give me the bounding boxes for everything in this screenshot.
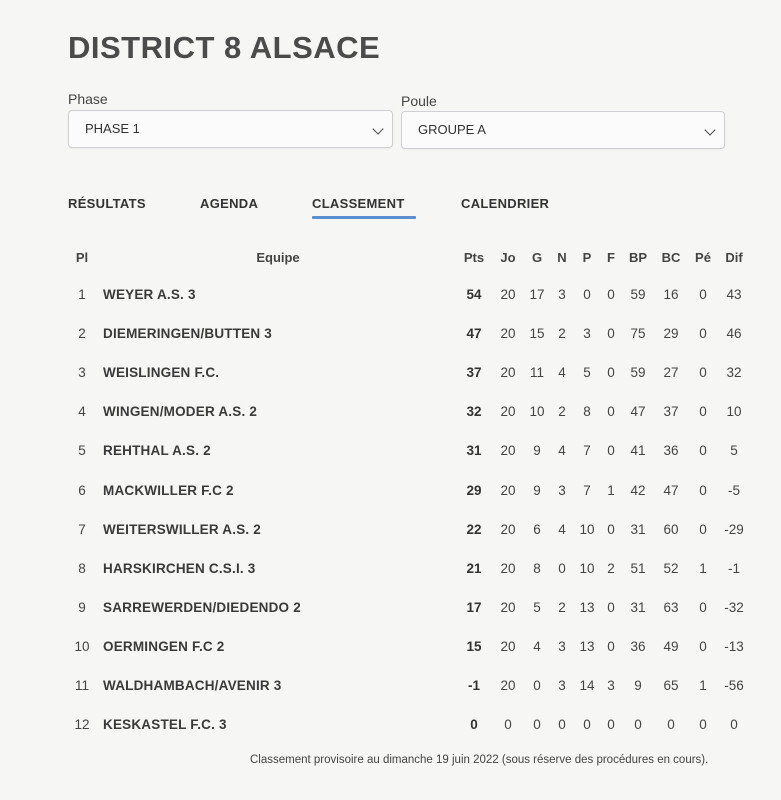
cell-p: 13	[579, 600, 595, 615]
cell-pts: 32	[466, 404, 482, 419]
cell-equipe: KESKASTEL F.C. 3	[103, 717, 227, 732]
cell-p: 3	[583, 326, 591, 341]
cell-dif: 5	[730, 443, 738, 458]
cell-g: 6	[533, 522, 541, 537]
cell-pe: 0	[699, 639, 707, 654]
cell-n: 3	[558, 678, 566, 693]
cell-dif: -5	[727, 483, 741, 498]
cell-bp: 47	[630, 404, 646, 419]
cell-g: 11	[529, 365, 545, 380]
cell-bc: 47	[663, 483, 679, 498]
cell-jo: 0	[504, 717, 512, 732]
cell-n: 3	[558, 639, 566, 654]
header-dif: Dif	[725, 250, 743, 265]
cell-equipe: SARREWERDEN/DIEDENDO 2	[103, 600, 301, 615]
tab-active-indicator	[312, 216, 416, 219]
cell-bp: 41	[630, 443, 646, 458]
cell-pts: 47	[466, 326, 482, 341]
cell-g: 9	[533, 443, 541, 458]
cell-pts: 37	[466, 365, 482, 380]
cell-pts: 31	[466, 443, 482, 458]
cell-f: 0	[607, 600, 615, 615]
poule-select-value: GROUPE A	[418, 122, 486, 137]
cell-bc: 65	[663, 678, 679, 693]
cell-pts: 22	[466, 522, 482, 537]
cell-pts: 17	[466, 600, 482, 615]
cell-pe: 0	[699, 443, 707, 458]
cell-equipe: WEYER A.S. 3	[103, 287, 196, 302]
cell-f: 0	[607, 287, 615, 302]
cell-f: 0	[607, 365, 615, 380]
cell-equipe: WINGEN/MODER A.S. 2	[103, 404, 258, 419]
cell-jo: 20	[500, 365, 516, 380]
cell-equipe: DIEMERINGEN/BUTTEN 3	[103, 326, 273, 341]
tab-calendrier[interactable]: CALENDRIER	[461, 196, 550, 211]
tab-agenda[interactable]: AGENDA	[200, 196, 259, 211]
cell-dif: -13	[724, 639, 744, 654]
cell-dif: -29	[724, 522, 744, 537]
cell-g: 0	[533, 678, 541, 693]
cell-equipe: MACKWILLER F.C 2	[103, 483, 234, 498]
cell-dif: 0	[730, 717, 738, 732]
cell-dif: 32	[726, 365, 742, 380]
cell-pl: 12	[74, 717, 90, 732]
cell-jo: 20	[500, 483, 516, 498]
cell-pe: 0	[699, 326, 707, 341]
footnote: Classement provisoire au dimanche 19 juin 2022 (sous réserve des procédures en cours).	[250, 754, 709, 766]
cell-bp: 75	[630, 326, 646, 341]
cell-p: 14	[579, 678, 595, 693]
header-bc: BC	[661, 250, 681, 265]
cell-bc: 0	[667, 717, 675, 732]
cell-pts: -1	[467, 678, 481, 693]
cell-f: 0	[607, 639, 615, 654]
cell-n: 2	[558, 326, 566, 341]
cell-pl: 10	[74, 639, 90, 654]
header-pe: Pé	[695, 250, 711, 265]
cell-g: 5	[533, 600, 541, 615]
header-pts: Pts	[463, 250, 485, 265]
poule-select[interactable]	[401, 111, 725, 149]
cell-equipe: WEITERSWILLER A.S. 2	[103, 522, 262, 537]
header-p: P	[582, 250, 592, 265]
cell-n: 2	[558, 600, 566, 615]
cell-bp: 59	[630, 365, 646, 380]
cell-pl: 9	[78, 600, 86, 615]
cell-bp: 31	[630, 522, 646, 537]
cell-n: 0	[558, 717, 566, 732]
cell-p: 10	[579, 561, 595, 576]
phase-label: Phase	[68, 91, 108, 107]
cell-pts: 0	[470, 717, 478, 732]
cell-bc: 29	[663, 326, 679, 341]
cell-pl: 7	[78, 522, 86, 537]
header-f: F	[607, 250, 615, 265]
cell-bp: 42	[630, 483, 646, 498]
cell-pl: 3	[78, 365, 86, 380]
cell-equipe: OERMINGEN F.C 2	[103, 639, 225, 654]
cell-pl: 2	[78, 326, 86, 341]
cell-f: 0	[607, 522, 615, 537]
cell-p: 7	[583, 483, 591, 498]
cell-pe: 1	[699, 561, 707, 576]
cell-n: 3	[558, 483, 566, 498]
cell-bc: 16	[663, 287, 679, 302]
cell-jo: 20	[500, 287, 516, 302]
cell-bc: 52	[663, 561, 679, 576]
cell-bc: 27	[663, 365, 679, 380]
header-bp: BP	[628, 250, 648, 265]
header-n: N	[557, 250, 567, 265]
cell-pl: 1	[78, 287, 86, 302]
cell-bp: 9	[634, 678, 642, 693]
cell-p: 0	[583, 717, 591, 732]
chevron-down-icon	[372, 123, 383, 134]
cell-pe: 0	[699, 404, 707, 419]
cell-equipe: WEISLINGEN F.C.	[103, 365, 220, 380]
cell-jo: 20	[500, 639, 516, 654]
header-jo: Jo	[500, 250, 516, 265]
cell-jo: 20	[500, 561, 516, 576]
cell-n: 4	[558, 365, 566, 380]
cell-g: 10	[529, 404, 545, 419]
cell-g: 8	[533, 561, 541, 576]
cell-dif: -56	[724, 678, 744, 693]
cell-f: 1	[607, 483, 615, 498]
cell-pe: 0	[699, 522, 707, 537]
cell-pe: 0	[699, 600, 707, 615]
header-g: G	[531, 250, 543, 265]
cell-bc: 60	[663, 522, 679, 537]
cell-pe: 1	[699, 678, 707, 693]
phase-select[interactable]	[68, 110, 393, 148]
cell-f: 0	[607, 443, 615, 458]
cell-jo: 20	[500, 404, 516, 419]
cell-dif: -32	[724, 600, 744, 615]
cell-pl: 8	[78, 561, 86, 576]
cell-dif: 43	[726, 287, 742, 302]
cell-p: 13	[579, 639, 595, 654]
cell-g: 0	[533, 717, 541, 732]
cell-n: 4	[558, 443, 566, 458]
cell-jo: 20	[500, 326, 516, 341]
cell-p: 0	[583, 287, 591, 302]
cell-bc: 36	[663, 443, 679, 458]
cell-p: 5	[583, 365, 591, 380]
header-pl: Pl	[75, 250, 89, 265]
tab-classement[interactable]: CLASSEMENT	[312, 196, 405, 211]
cell-f: 0	[607, 717, 615, 732]
poule-label: Poule	[401, 93, 437, 109]
cell-pe: 0	[699, 287, 707, 302]
cell-f: 2	[607, 561, 615, 576]
cell-p: 7	[583, 443, 591, 458]
cell-pl: 4	[78, 404, 86, 419]
cell-f: 0	[607, 326, 615, 341]
cell-equipe: WALDHAMBACH/AVENIR 3	[103, 678, 282, 693]
cell-dif: 10	[726, 404, 742, 419]
cell-jo: 20	[500, 522, 516, 537]
cell-bp: 51	[630, 561, 646, 576]
cell-p: 8	[583, 404, 591, 419]
cell-n: 0	[558, 561, 566, 576]
cell-n: 4	[558, 522, 566, 537]
cell-f: 3	[607, 678, 615, 693]
tab-resultats[interactable]: RÉSULTATS	[68, 196, 146, 211]
cell-g: 9	[533, 483, 541, 498]
page-title: DISTRICT 8 ALSACE	[68, 30, 381, 65]
cell-pts: 21	[466, 561, 482, 576]
cell-pe: 0	[699, 717, 707, 732]
cell-bc: 63	[663, 600, 679, 615]
cell-bp: 31	[630, 600, 646, 615]
cell-bc: 37	[663, 404, 679, 419]
cell-dif: 46	[726, 326, 742, 341]
phase-select-value: PHASE 1	[85, 121, 140, 136]
cell-pe: 0	[699, 365, 707, 380]
cell-equipe: HARSKIRCHEN C.S.I. 3	[103, 561, 256, 576]
cell-pl: 5	[78, 443, 86, 458]
cell-n: 3	[558, 287, 566, 302]
cell-pts: 29	[466, 483, 482, 498]
cell-pe: 0	[699, 483, 707, 498]
cell-bc: 49	[663, 639, 679, 654]
cell-p: 10	[579, 522, 595, 537]
cell-bp: 0	[634, 717, 642, 732]
chevron-down-icon	[704, 124, 715, 135]
cell-g: 15	[529, 326, 545, 341]
cell-g: 17	[529, 287, 545, 302]
cell-dif: -1	[727, 561, 741, 576]
cell-pts: 15	[466, 639, 482, 654]
cell-bp: 59	[630, 287, 646, 302]
cell-g: 4	[533, 639, 541, 654]
cell-jo: 20	[500, 678, 516, 693]
cell-pl: 11	[74, 678, 90, 693]
cell-jo: 20	[500, 600, 516, 615]
cell-f: 0	[607, 404, 615, 419]
header-equipe: Equipe	[256, 250, 300, 265]
cell-bp: 36	[630, 639, 646, 654]
cell-equipe: REHTHAL A.S. 2	[103, 443, 211, 458]
cell-pts: 54	[466, 287, 482, 302]
cell-jo: 20	[500, 443, 516, 458]
cell-n: 2	[558, 404, 566, 419]
cell-pl: 6	[78, 483, 86, 498]
